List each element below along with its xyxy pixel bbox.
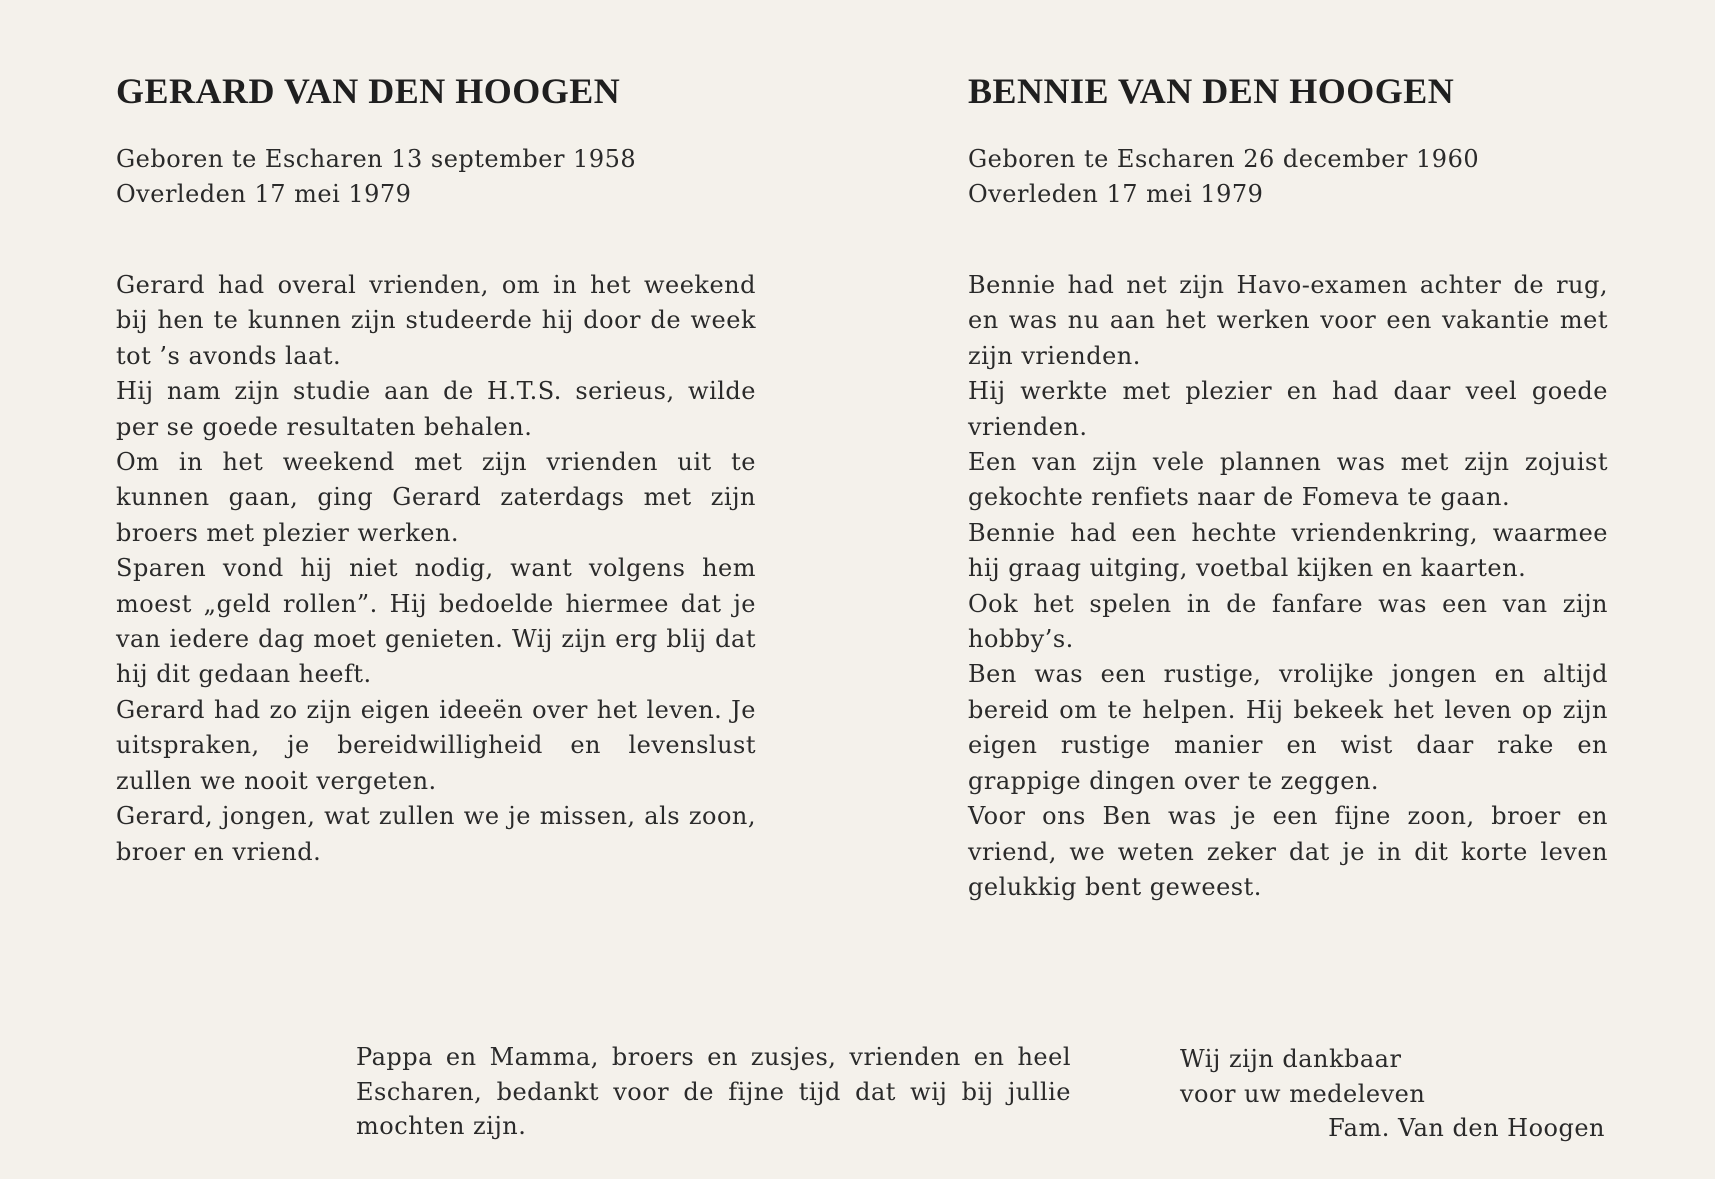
gerard-paragraph: Gerard had zo zijn eigen ideeën over het leven. Je uitspraken, je bereidwilligheid en levenslust zullen we nooit vergeten.: [116, 695, 756, 795]
gerard-paragraph: Hij nam zijn studie aan de H.T.S. serieus, wilde per se goede resultaten behalen.: [116, 377, 756, 441]
bennie-paragraph: Ook het spelen in de fanfare was een van zijn hobby’s.: [968, 589, 1608, 654]
gerard-born: Geboren te Escharen 13 september 1958: [116, 145, 637, 173]
family-message: Pappa en Mamma, broers en zusjes, vrienden en heel Escharen, bedankt voor de fijne tijd dat wij bij jullie mochten zijn.: [356, 1043, 1071, 1140]
gerard-column: [116, 70, 756, 870]
gerard-paragraph: Om in het weekend met zijn vrienden uit te kunnen gaan, ging Gerard zaterdags met zijn broers met plezier werken.: [116, 448, 756, 547]
gerard-paragraph: Sparen vond hij niet nodig, want volgens hem moest „geld rollen”. Hij bedoelde hiermee dat je van iedere dag moet genieten. Wij zijn erg blij dat hij dit gedaan heeft.: [116, 554, 756, 689]
gerard-name: GERARD VAN DEN HOOGEN: [116, 71, 621, 111]
bennie-paragraph: Hij werkte met plezier en had daar veel goede vrienden.: [968, 377, 1608, 441]
thanks-line: voor uw medeleven: [1180, 1079, 1426, 1108]
bennie-born: Geboren te Escharen 26 december 1960: [968, 145, 1480, 173]
gerard-died: Overleden 17 mei 1979: [116, 180, 412, 208]
bennie-paragraph: Ben was een rustige, vrolijke jongen en altijd bereid om te helpen. Hij bekeek het leven op zijn eigen rustige manier en wist daar rake en grappige dingen over te zeggen.: [968, 660, 1608, 795]
family-signature: Fam. Van den Hoogen: [1328, 1114, 1605, 1142]
bennie-paragraph: Bennie had net zijn Havo-examen achter de rug, en was nu aan het werken voor een vakantie met zijn vrienden.: [968, 271, 1608, 370]
bennie-text: [968, 268, 1608, 905]
bennie-paragraph: Bennie had een hechte vriendenkring, waarmee hij graag uitging, voetbal kijken en kaarten.: [968, 518, 1608, 583]
bennie-died: Overleden 17 mei 1979: [968, 180, 1264, 208]
gerard-paragraph: Gerard had overal vrienden, om in het weekend bij hen te kunnen zijn studeerde hij door de week tot ’s avonds laat.: [116, 271, 756, 370]
bennie-name: BENNIE VAN DEN HOOGEN: [968, 71, 1455, 111]
thanks-line: Wij zijn dankbaar: [1180, 1045, 1402, 1073]
gerard-text: [116, 268, 756, 870]
thanks-block: [1180, 1042, 1605, 1146]
bennie-paragraph: Een van zijn vele plannen was met zijn zojuist gekochte renfiets naar de Fomeva te gaan.: [968, 448, 1608, 512]
gerard-paragraph: Gerard, jongen, wat zullen we je missen, als zoon, broer en vriend.: [116, 802, 756, 866]
bennie-column: [968, 70, 1608, 905]
bennie-paragraph: Voor ons Ben was je een fijne zoon, broer en vriend, we weten zeker dat je in dit korte leven gelukkig bent geweest.: [968, 802, 1608, 901]
